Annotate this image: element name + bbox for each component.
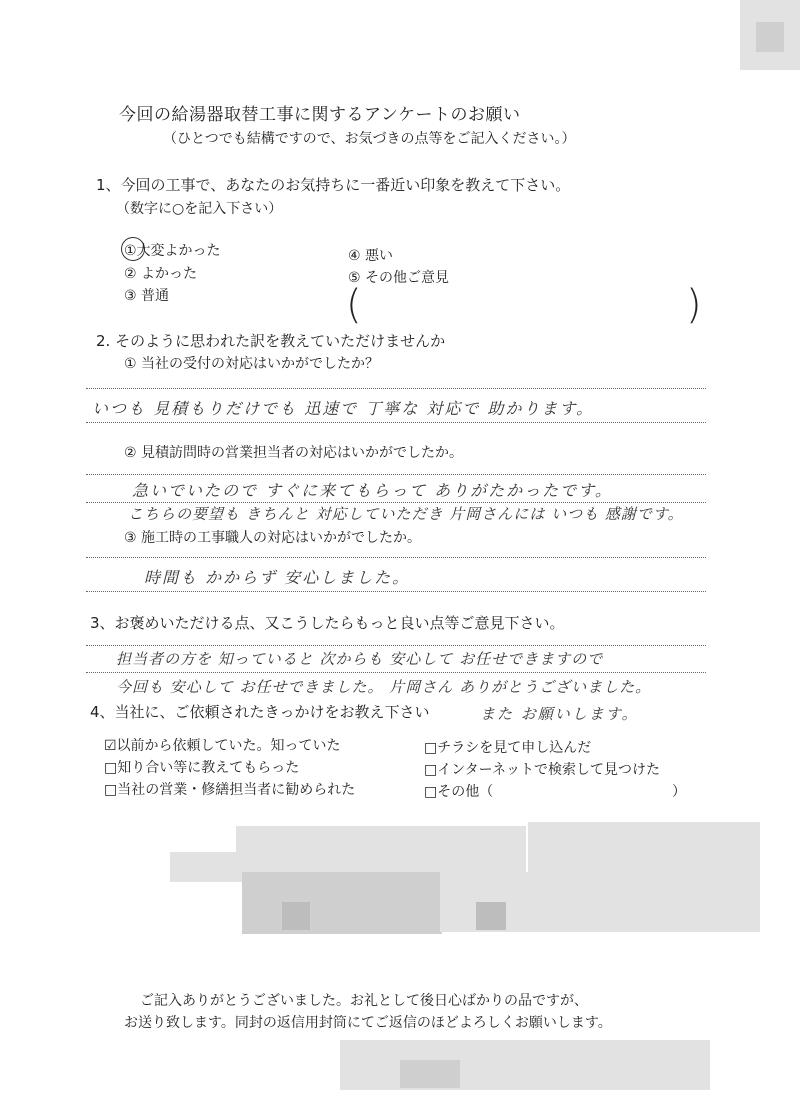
- q1-other-open-paren: (: [346, 282, 362, 328]
- q2-sub2-question: ② 見積訪問時の営業担当者の対応はいかがでしたか。: [124, 445, 463, 461]
- footer-thanks-line2: お送り致します。同封の返信用封筒にてご返信のほどよろしくお願いします。: [124, 1015, 612, 1031]
- footer-thanks-line1: ご記入ありがとうございました。お礼として後日心ばかりの品ですが、: [140, 993, 588, 1009]
- q3-answer-line1: 担当者の方を 知っていると 次からも 安心して お任せできますので: [116, 650, 604, 668]
- q1-option-2[interactable]: ② よかった: [124, 266, 198, 282]
- q1-other-close-paren: ): [686, 282, 702, 328]
- q3-answer-line2: 今回も 安心して お任せできました。 片岡さん ありがとうございました。: [116, 678, 652, 696]
- q4-other-close-paren: ）: [672, 784, 686, 800]
- q2-sub1-question: ① 当社の受付の対応はいかがでしたか？: [124, 356, 379, 372]
- q2-sub1-answer: いつも 見積もりだけでも 迅速で 丁寧な 対応で 助かります。: [92, 399, 595, 418]
- answer-line: [86, 557, 706, 558]
- q1-question: 1、今回の工事で、あなたのお気持ちに一番近い印象を教えて下さい。: [96, 176, 571, 194]
- q3-answer-line3: また お願いします。: [480, 705, 639, 723]
- q4-option-internet[interactable]: □インターネットで検索して見つけた: [424, 762, 660, 778]
- q2-sub3-answer: 時間も かからず 安心しました。: [144, 568, 411, 587]
- q2-sub2-answer-line1: 急いでいたので すぐに来てもらって ありがたかったです。: [132, 481, 613, 500]
- answer-line: [86, 591, 706, 592]
- answer-line: [86, 388, 706, 389]
- redaction-block: [236, 826, 526, 878]
- q1-instruction: （数字に○を記入下さい）: [116, 201, 283, 217]
- q1-option-3[interactable]: ③ 普通: [124, 288, 170, 304]
- q2-sub3-question: ③ 施工時の工事職人の対応はいかがでしたか。: [124, 530, 421, 546]
- page-subtitle: （ひとつでも結構ですので、お気づきの点等をご記入ください。）: [163, 131, 576, 147]
- q4-option-flyer[interactable]: □チラシを見て申し込んだ: [424, 740, 592, 756]
- answer-line: [86, 422, 706, 423]
- q4-option-previous-client[interactable]: ☑以前から依頼していた。知っていた: [104, 738, 341, 754]
- answer-line: [86, 645, 706, 646]
- redaction-block: [340, 1040, 710, 1090]
- q1-option-5[interactable]: ⑤ その他ご意見: [348, 270, 450, 286]
- q4-option-referral[interactable]: □知り合い等に教えてもらった: [104, 760, 300, 776]
- q4-option-sales-rep[interactable]: □当社の営業・修繕担当者に勧められた: [104, 782, 356, 798]
- q1-option-4[interactable]: ④ 悪い: [348, 248, 394, 264]
- redaction-block: [528, 822, 760, 872]
- redaction-block: [282, 902, 310, 930]
- page-title: 今回の給湯器取替工事に関するアンケートのお願い: [119, 105, 521, 125]
- answer-line: [86, 672, 706, 673]
- q2-question: 2. そのように思われた訳を教えていただけませんか: [96, 332, 446, 350]
- redaction-block: [476, 902, 506, 930]
- redaction-block: [242, 872, 442, 934]
- redaction-block: [756, 22, 784, 52]
- q1-option-1[interactable]: ①大変よかった: [124, 243, 221, 259]
- q3-question: 3、お褒めいただける点、又こうしたらもっと良い点等ご意見下さい。: [90, 614, 565, 632]
- redaction-block: [400, 1060, 460, 1088]
- q2-sub2-answer-line2: こちらの要望も きちんと 対応していただき 片岡さんには いつも 感謝です。: [128, 505, 684, 523]
- answer-line: [86, 474, 706, 475]
- q4-option-other[interactable]: □その他（: [424, 784, 494, 800]
- q4-question: 4、当社に、ご依頼されたきっかけをお教え下さい: [90, 703, 430, 721]
